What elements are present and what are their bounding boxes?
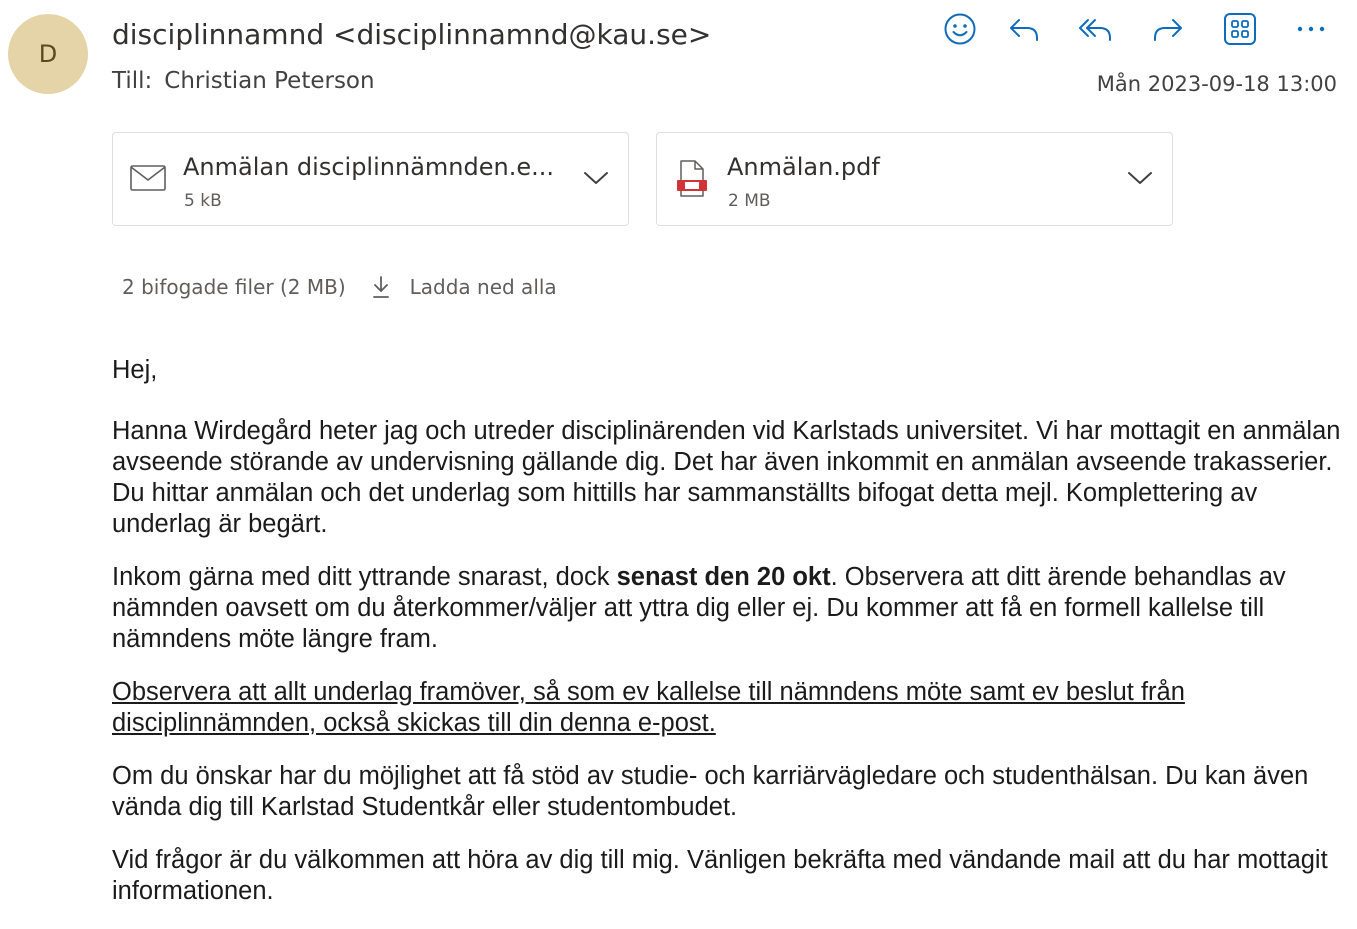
message-date: Mån 2023-09-18 13:00 xyxy=(1096,72,1337,96)
emoji-reaction-button[interactable] xyxy=(932,6,988,52)
sender-avatar[interactable] xyxy=(8,14,88,94)
deadline-bold: senast den 20 okt xyxy=(616,563,831,591)
deadline-intro: Inkom gärna med ditt yttrande snarast, dock xyxy=(112,563,617,591)
forward-button[interactable] xyxy=(1131,6,1204,52)
message-body xyxy=(112,355,1342,929)
attachment-card[interactable] xyxy=(112,132,629,226)
body-paragraph xyxy=(112,562,1342,655)
reply-icon xyxy=(1007,14,1041,44)
chevron-down-icon[interactable] xyxy=(582,169,610,187)
attachment-size: 2 MB xyxy=(728,191,771,211)
reply-all-button[interactable] xyxy=(1059,6,1131,52)
email-file-icon xyxy=(129,161,167,195)
reply-all-icon xyxy=(1077,14,1113,44)
body-paragraph: Om du önskar har du möjlighet att få stöd av studie- och karriärvägledare och studenthälsan. Du kan även vända dig till Karlstad Studentkår eller studentombudet. xyxy=(112,762,1309,821)
recipient-name[interactable]: Christian Peterson xyxy=(164,68,375,94)
apps-icon xyxy=(1223,12,1257,46)
reply-button[interactable] xyxy=(988,6,1059,52)
sender-email[interactable]: <disciplinnamnd@kau.se> xyxy=(333,18,712,51)
avatar-initial: D xyxy=(38,40,58,68)
attachment-name: Anmälan disciplinnämnden.e... xyxy=(183,153,554,181)
body-paragraph: Hanna Wirdegård heter jag och utreder disciplinärenden vid Karlstads universitet. Vi har mottagit en anmälan avseende störande av undervisning gällande dig. Det har även inkommit en anmälan avseende trakasserier. Du hittar anmälan och det underlag som hittills har sammanställts bifogat detta mejl. Komplettering av underlag är begärt. xyxy=(112,417,1341,538)
attachment-name: Anmälan.pdf xyxy=(727,153,880,181)
attachment-size: 5 kB xyxy=(184,191,222,211)
more-icon xyxy=(1296,24,1326,34)
recipient-label: Till: xyxy=(112,68,153,94)
download-all-label: Ladda ned alla xyxy=(409,275,557,299)
sender-name[interactable]: disciplinnamnd xyxy=(112,18,325,51)
body-paragraph xyxy=(112,677,1342,739)
attachment-card[interactable] xyxy=(656,132,1173,226)
pdf-file-icon xyxy=(673,159,709,199)
body-paragraph: Vid frågor är du välkommen att höra av dig till mig. Vänligen bekräfta med vändande mail att du har mottagit informationen. xyxy=(112,846,1328,905)
message-actions-toolbar xyxy=(932,6,1347,52)
sender-line xyxy=(112,18,711,51)
download-icon xyxy=(372,275,390,299)
deadline-rest: . Observera att ditt ärende behandlas av nämnden oavsett om du återkommer/väljer att yttra dig eller ej. Du kommer att få en formell kallelse till nämndens möte längre fram. xyxy=(112,563,1286,653)
chevron-down-icon[interactable] xyxy=(1126,169,1154,187)
apps-button[interactable] xyxy=(1204,6,1275,52)
download-all-button[interactable] xyxy=(372,275,557,299)
underlined-notice: Observera att allt underlag framöver, så som ev kallelse till nämndens möte samt ev beslut från disciplinnämnden, också skickas till din denna e-post. xyxy=(112,678,1185,737)
more-actions-button[interactable] xyxy=(1275,6,1347,52)
attachment-count: 2 bifogade filer (2 MB) xyxy=(122,275,346,299)
forward-icon xyxy=(1151,14,1185,44)
recipient-line xyxy=(112,68,375,94)
greeting: Hej, xyxy=(112,356,158,384)
emoji-icon xyxy=(943,12,977,46)
attachment-summary xyxy=(122,272,557,302)
